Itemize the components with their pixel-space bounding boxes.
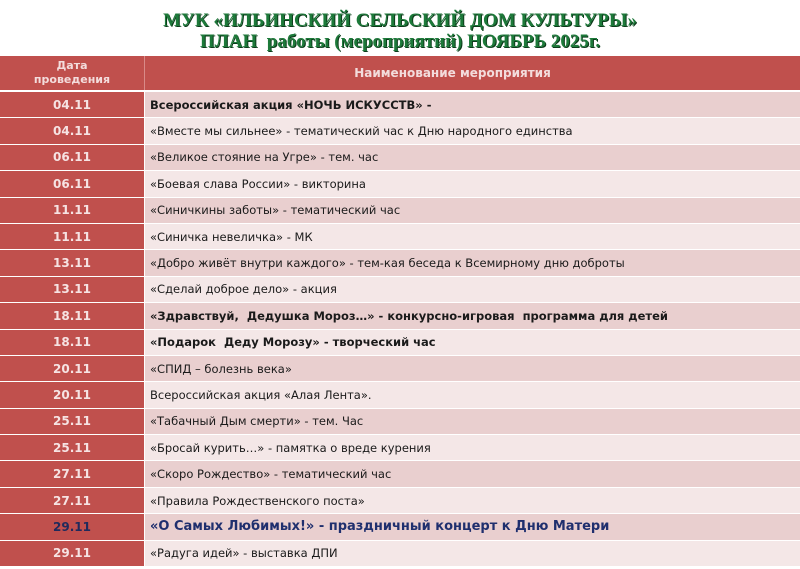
header-date-line2: проведения xyxy=(33,73,111,86)
event-date: 11.11 xyxy=(0,224,145,249)
event-name: «Табачный Дым смерти» - тем. Час xyxy=(145,409,800,434)
event-date: 29.11 xyxy=(0,514,145,539)
title-line-organization: МУК «ИЛЬИНСКИЙ СЕЛЬСКИЙ ДОМ КУЛЬТУРЫ» xyxy=(163,10,637,31)
table-row xyxy=(0,92,800,118)
table-row xyxy=(0,435,800,461)
event-name: «Великое стояние на Угре» - тем. час xyxy=(145,145,800,170)
table-row xyxy=(0,461,800,487)
events-table xyxy=(0,56,800,567)
table-row xyxy=(0,541,800,567)
event-date: 06.11 xyxy=(0,145,145,170)
page-title xyxy=(0,10,800,52)
header-event: Наименование мероприятия xyxy=(354,66,551,80)
event-name: «Скоро Рождество» - тематический час xyxy=(145,461,800,486)
title-line-plan: ПЛАН работы (мероприятий) НОЯБРЬ 2025г. xyxy=(199,31,601,52)
table-row xyxy=(0,250,800,276)
table-row xyxy=(0,382,800,408)
event-date: 04.11 xyxy=(0,118,145,143)
table-row xyxy=(0,514,800,540)
event-date: 13.11 xyxy=(0,277,145,302)
event-date: 06.11 xyxy=(0,171,145,196)
event-date: 25.11 xyxy=(0,409,145,434)
table-row xyxy=(0,145,800,171)
table-body xyxy=(0,92,800,567)
header-date-line1: Дата xyxy=(56,59,88,72)
event-date: 20.11 xyxy=(0,356,145,381)
event-date: 29.11 xyxy=(0,541,145,566)
event-name: «Радуга идей» - выставка ДПИ xyxy=(145,541,800,566)
table-row xyxy=(0,171,800,197)
event-date: 13.11 xyxy=(0,250,145,275)
event-name: «Синичка невеличка» - МК xyxy=(145,224,800,249)
event-date: 27.11 xyxy=(0,461,145,486)
table-header xyxy=(0,56,800,92)
event-name: «Бросай курить…» - памятка о вреде курения xyxy=(145,435,800,460)
event-name: «Вместе мы сильнее» - тематический час к Дню народного единства xyxy=(145,118,800,143)
table-row xyxy=(0,224,800,250)
event-name: «СПИД – болезнь века» xyxy=(145,356,800,381)
event-name: «Добро живёт внутри каждого» - тем-кая беседа к Всемирному дню доброты xyxy=(145,250,800,275)
event-name: «Сделай доброе дело» - акция xyxy=(145,277,800,302)
event-date: 04.11 xyxy=(0,92,145,117)
event-date: 18.11 xyxy=(0,330,145,355)
event-name: Всероссийская акция «Алая Лента». xyxy=(145,382,800,407)
event-name: «О Самых Любимых!» - праздничный концерт к Дню Матери xyxy=(145,514,800,539)
event-date: 20.11 xyxy=(0,382,145,407)
table-row xyxy=(0,198,800,224)
table-row xyxy=(0,356,800,382)
table-row xyxy=(0,277,800,303)
event-name: «Синичкины заботы» - тематический час xyxy=(145,198,800,223)
event-name: «Правила Рождественского поста» xyxy=(145,488,800,513)
event-name: «Боевая слава России» - викторина xyxy=(145,171,800,196)
table-row xyxy=(0,409,800,435)
table-row xyxy=(0,118,800,144)
event-date: 18.11 xyxy=(0,303,145,328)
table-row xyxy=(0,330,800,356)
table-row xyxy=(0,488,800,514)
header-date xyxy=(0,56,145,90)
event-name: Всероссийская акция «НОЧЬ ИСКУССТВ» - xyxy=(145,92,800,117)
event-name: «Подарок Деду Морозу» - творческий час xyxy=(145,330,800,355)
table-row xyxy=(0,303,800,329)
event-date: 11.11 xyxy=(0,198,145,223)
event-date: 27.11 xyxy=(0,488,145,513)
event-name: «Здравствуй, Дедушка Мороз…» - конкурсно-игровая программа для детей xyxy=(145,303,800,328)
event-date: 25.11 xyxy=(0,435,145,460)
